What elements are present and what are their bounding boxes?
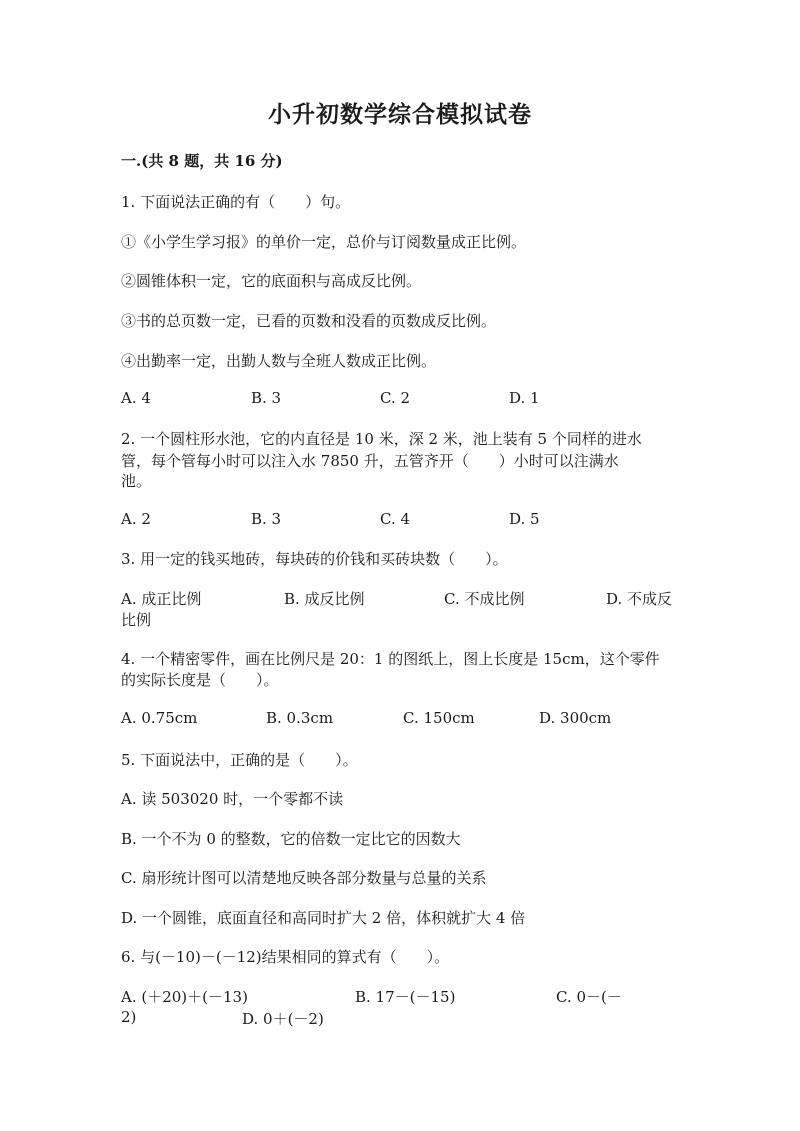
question-1-statement-4: ④出勤率一定，出勤人数与全班人数成正比例。 (121, 352, 437, 370)
question-1-statement-1: ①《小学生学习报》的单价一定，总价与订阅数量成正比例。 (121, 233, 527, 251)
question-2-line-1: 2. 一个圆柱形水池，它的内直径是 10 米，深 2 米，池上装有 5 个同样的进水 (121, 430, 642, 448)
question-2-option-d: D. 5 (509, 510, 540, 528)
question-5-option-c: C. 扇形统计图可以清楚地反映各部分数量与总量的关系 (121, 869, 487, 887)
question-3-option-c: C. 不成比例 (444, 590, 525, 608)
question-1-statement-2: ②圆锥体积一定，它的底面积与高成反比例。 (121, 272, 422, 290)
question-1-option-a: A. 4 (121, 389, 151, 407)
question-5-option-b: B. 一个不为 0 的整数，它的倍数一定比它的因数大 (121, 830, 461, 848)
question-3-option-b: B. 成反比例 (284, 590, 365, 608)
page-title: 小升初数学综合模拟试卷 (268, 101, 532, 128)
question-3-option-d-wrap: 比例 (121, 611, 152, 629)
question-2-option-b: B. 3 (251, 510, 282, 528)
question-1-option-d: D. 1 (509, 389, 540, 407)
question-1-option-c: C. 2 (380, 389, 411, 407)
question-4-line-2: 的实际长度是（ ）。 (121, 671, 279, 689)
question-2-option-c: C. 4 (380, 510, 411, 528)
section-heading: 一.(共 8 题，共 16 分) (121, 152, 283, 170)
question-5-option-a: A. 读 503020 时，一个零都不读 (121, 790, 344, 808)
question-6-option-b: B. 17－(－15) (355, 988, 456, 1006)
question-4-option-b: B. 0.3cm (266, 709, 334, 727)
question-5-option-d: D. 一个圆锥，底面直径和高同时扩大 2 倍，体积就扩大 4 倍 (121, 909, 526, 927)
question-6-option-c: C. 0－(－ (556, 988, 622, 1006)
question-1-option-b: B. 3 (251, 389, 282, 407)
question-1-stem: 1. 下面说法正确的有（ ）句。 (121, 193, 351, 211)
question-3-option-a: A. 成正比例 (121, 590, 202, 608)
question-3-stem: 3. 用一定的钱买地砖，每块砖的价钱和买砖块数（ ）。 (121, 550, 508, 568)
question-3-option-d: D. 不成反 (606, 590, 673, 608)
question-6-option-d: D. 0＋(－2) (242, 1010, 324, 1028)
question-4-line-1: 4. 一个精密零件，画在比例尺是 20：1 的图纸上，图上长度是 15cm，这个零件 (121, 650, 660, 668)
question-2-line-3: 池。 (121, 472, 152, 490)
question-5-stem: 5. 下面说法中，正确的是（ ）。 (121, 751, 358, 769)
question-2-line-2: 管，每个管每小时可以注入水 7850 升，五管齐开（ ）小时可以注满水 (121, 452, 619, 470)
question-4-option-c: C. 150cm (403, 709, 475, 727)
question-4-option-a: A. 0.75cm (121, 709, 198, 727)
question-2-option-a: A. 2 (121, 510, 151, 528)
question-4-option-d: D. 300cm (539, 709, 612, 727)
question-6-option-c-wrap: 2) (121, 1008, 137, 1026)
question-6-option-a: A. (＋20)＋(－13) (121, 988, 248, 1006)
question-6-stem: 6. 与(－10)－(－12)结果相同的算式有（ ）。 (121, 948, 450, 966)
question-1-statement-3: ③书的总页数一定，已看的页数和没看的页数成反比例。 (121, 312, 497, 330)
